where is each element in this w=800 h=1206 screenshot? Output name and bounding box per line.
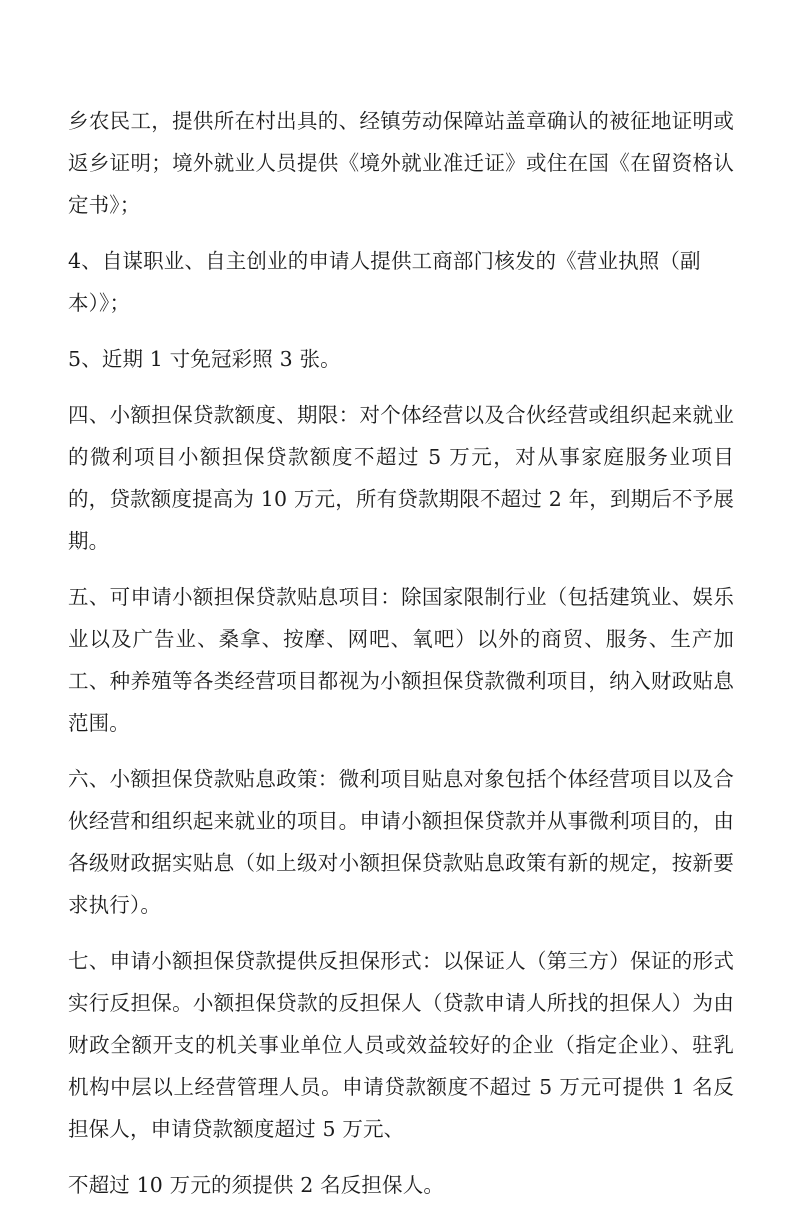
paragraph-section-5-eligible-projects: 五、可申请小额担保贷款贴息项目：除国家限制行业（包括建筑业、娱乐业以及广告业、桑拿、按摩、网吧、氧吧）以外的商贸、服务、生产加工、种养殖等各类经营项目都视为小额担保贷款微利项目，纳入财政贴息范围。 [68, 585, 734, 735]
paragraph-continuation-returning-worker: 乡农民工，提供所在村出具的、经镇劳动保障站盖章确认的被征地证明或返乡证明；境外就业人员提供《境外就业准迁证》或住在国《在留资格认定书》； [68, 109, 734, 217]
paragraph-section-7-counter-guarantee: 七、申请小额担保贷款提供反担保形式：以保证人（第三方）保证的形式实行反担保。小额担保贷款的反担保人（贷款申请人所找的担保人）为由财政全额开支的机关事业单位人员或效益较好的企业（指定企业）、驻乳机构中层以上经营管理人员。申请贷款额度不超过 5 万元可提供 1 名反担保人，申请贷款额度超过 5 万元、 [68, 949, 734, 1141]
paragraph-item-5-photos: 5、近期 1 寸免冠彩照 3 张。 [68, 347, 341, 371]
paragraph-section-7-continuation: 不超过 10 万元的须提供 2 名反担保人。 [68, 1173, 444, 1197]
paragraph-section-6-interest-subsidy-policy: 六、小额担保贷款贴息政策：微利项目贴息对象包括个体经营项目以及合伙经营和组织起来就业的项目。申请小额担保贷款并从事微利项目的，由各级财政据实贴息（如上级对小额担保贷款贴息政策有新的规定，按新要求执行）。 [68, 767, 734, 917]
paragraph-section-4-loan-amount-term: 四、小额担保贷款额度、期限：对个体经营以及合伙经营或组织起来就业的微利项目小额担保贷款额度不超过 5 万元，对从事家庭服务业项目的，贷款额度提高为 10 万元，所有贷款期限不超过 2 年，到期后不予展期。 [68, 403, 734, 553]
document-body [68, 100, 734, 1206]
paragraph-item-4-business-license: 4、自谋职业、自主创业的申请人提供工商部门核发的《营业执照（副本）》； [68, 249, 701, 315]
